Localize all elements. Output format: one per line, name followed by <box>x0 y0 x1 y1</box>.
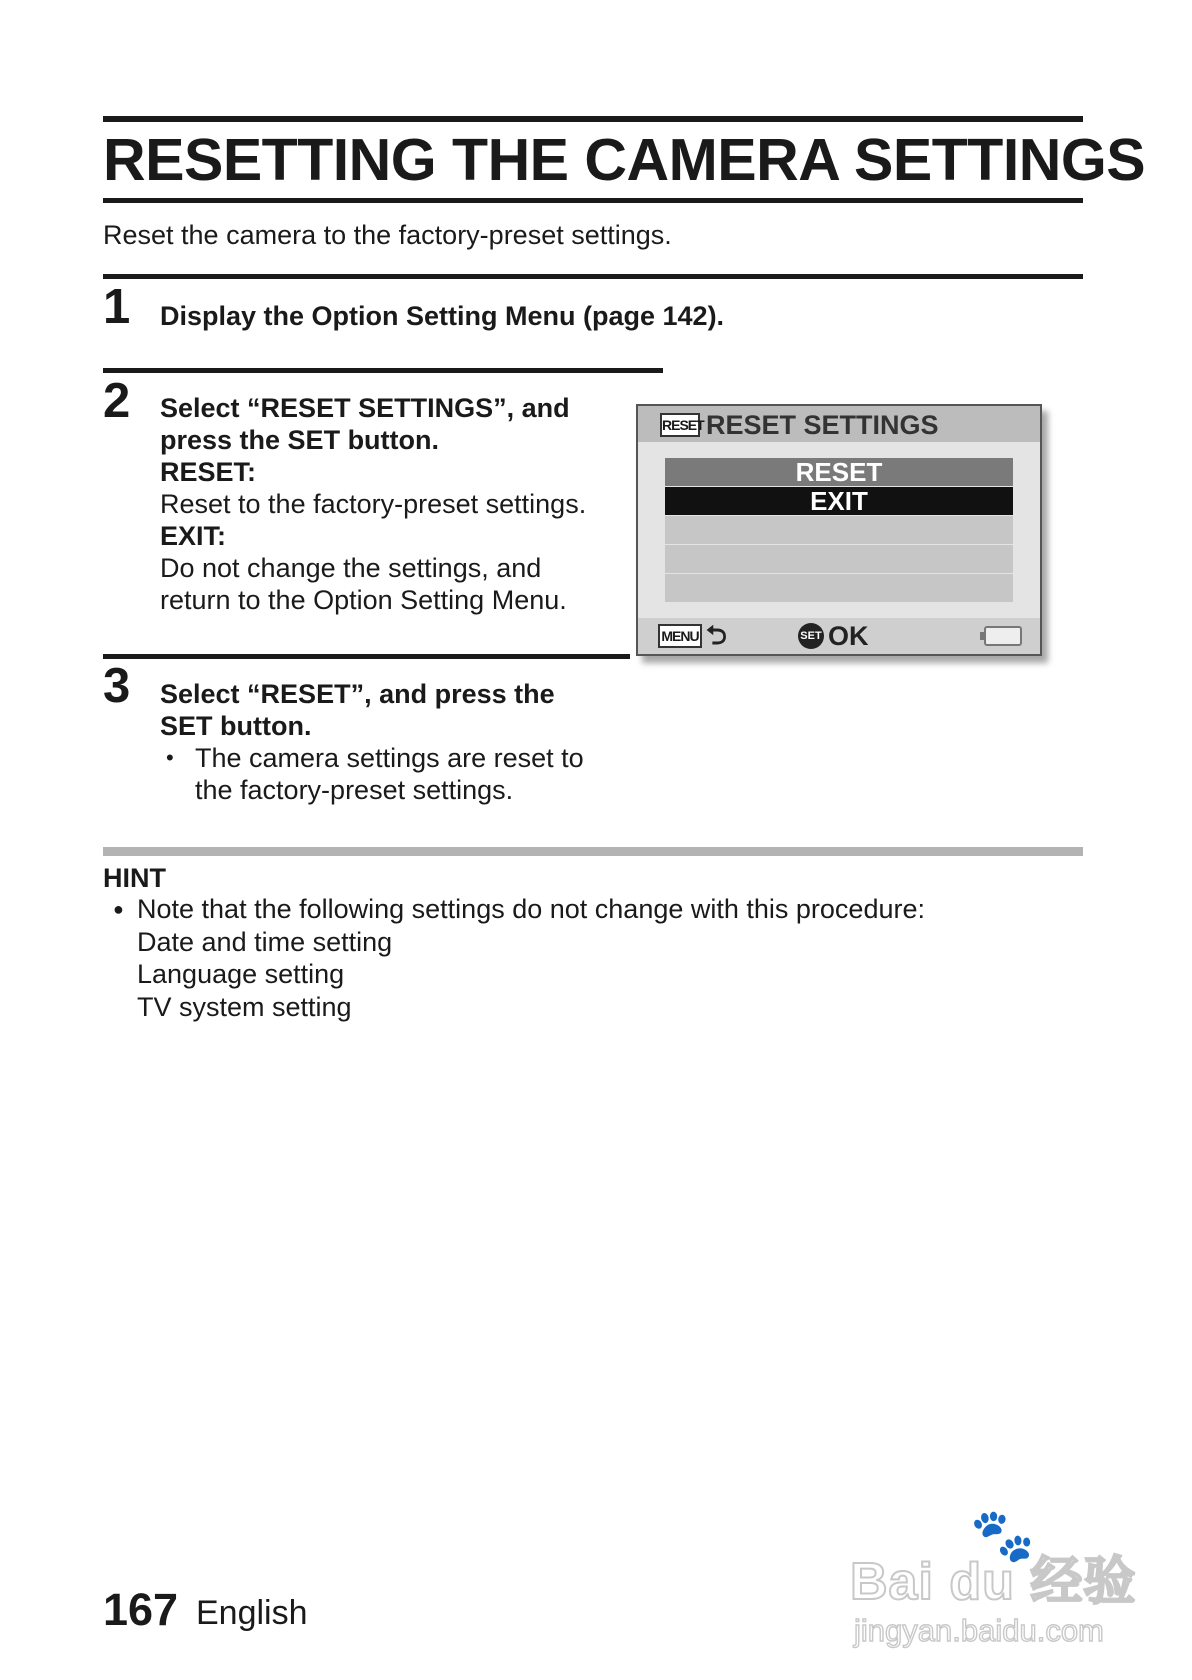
hint-bullet-marker: ● <box>113 899 124 919</box>
step-1-number: 1 <box>103 280 131 334</box>
step-2-rule <box>103 368 663 373</box>
step-3-bullet-line-2: the factory-preset settings. <box>195 775 514 805</box>
lcd-header <box>638 406 1040 442</box>
battery-icon <box>984 626 1022 646</box>
page-title: RESETTING THE CAMERA SETTINGS <box>103 127 1146 193</box>
reset-option-description: Reset to the factory-preset settings. <box>160 489 587 519</box>
lcd-menu-item-empty <box>665 574 1013 602</box>
step-3-rule <box>103 654 630 659</box>
hint-line: Note that the following settings do not change with this procedure: <box>137 894 925 924</box>
lcd-menu-item-empty <box>665 516 1013 544</box>
step-3-heading-line-2: SET button. <box>160 711 312 741</box>
step-2-heading-line-2: press the SET button. <box>160 425 440 455</box>
exit-option-label: EXIT: <box>160 521 227 551</box>
step-2-body <box>160 392 630 616</box>
step-3-bullet-line-1: The camera settings are reset to <box>195 743 584 773</box>
hint-title: HINT <box>103 863 166 893</box>
title-bottom-rule <box>103 198 1083 203</box>
lcd-menu-item-reset[interactable]: RESET <box>665 458 1013 486</box>
step-2-heading-line-1: Select “RESET SETTINGS”, and <box>160 393 570 423</box>
reset-option-label: RESET: <box>160 457 257 487</box>
watermark-logo: Bai du 经验 <box>850 1553 1137 1611</box>
intro-text: Reset the camera to the factory-preset settings. <box>103 220 672 250</box>
hint-rule <box>103 847 1083 856</box>
baidu-watermark <box>850 1508 1170 1648</box>
page-number: 167 <box>103 1584 179 1635</box>
hint-line: TV system setting <box>137 991 352 1022</box>
step-2-number: 2 <box>103 374 131 428</box>
menu-icon: MENU <box>658 624 702 648</box>
hint-line: Language setting <box>137 959 345 989</box>
page-language: English <box>196 1594 308 1632</box>
hint-line: Date and time setting <box>137 926 393 957</box>
lcd-footer <box>638 618 1040 654</box>
lcd-menu-item-exit[interactable]: EXIT <box>665 487 1013 515</box>
lcd-header-title: RESET SETTINGS <box>706 410 939 440</box>
step-3-number: 3 <box>103 659 131 713</box>
step-3-heading-line-1: Select “RESET”, and press the <box>160 679 555 709</box>
step-1-rule <box>103 274 1083 279</box>
step-3-body <box>160 678 630 742</box>
exit-option-description-line-2: return to the Option Setting Menu. <box>160 585 567 615</box>
exit-option-description-line-1: Do not change the settings, and <box>160 553 542 583</box>
set-button-icon: SET <box>798 623 824 649</box>
step-3-bullet-text <box>195 742 615 806</box>
lcd-menu-item-empty <box>665 545 1013 573</box>
step-1-heading: Display the Option Setting Menu (page 142). <box>160 301 725 331</box>
hint-content <box>137 893 925 1023</box>
watermark-url: jingyan.baidu.com <box>854 1613 1104 1648</box>
reset-icon: RESET <box>660 413 700 437</box>
title-top-rule <box>103 116 1083 122</box>
bullet-marker: • <box>166 745 174 770</box>
return-icon: ⮌ <box>706 620 727 650</box>
camera-lcd-screen <box>636 404 1042 656</box>
paw-icon: 🐾 <box>970 1507 1035 1565</box>
ok-label: OK <box>828 621 869 651</box>
